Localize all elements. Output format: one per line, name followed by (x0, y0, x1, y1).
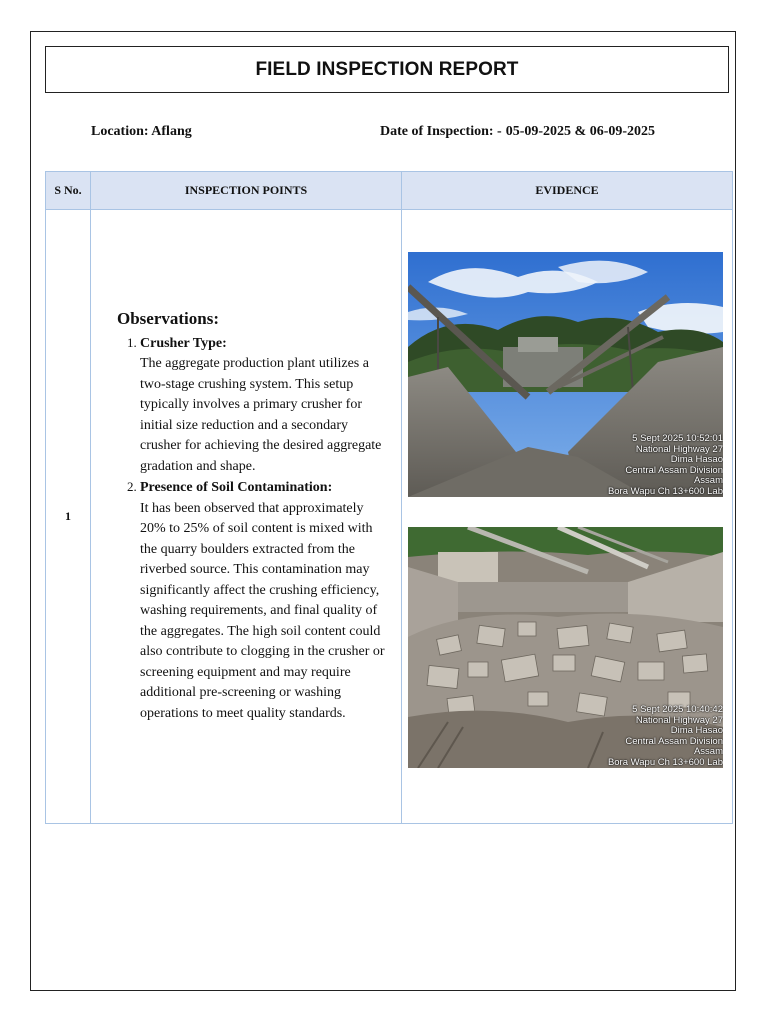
observations-heading: Observations: (117, 308, 219, 328)
inspection-points-cell (91, 210, 402, 824)
evidence-cell (402, 210, 733, 824)
location-label: Location: Aflang (91, 124, 192, 139)
stamp-line: Dima Hasao (670, 454, 723, 465)
stamp-line: 5 Sept 2025 10:52:01 (632, 433, 723, 444)
table-header-row (46, 172, 733, 210)
stamp-line: Central Assam Division (625, 735, 723, 747)
observation-title: 1. Crusher Type: (140, 335, 227, 351)
evidence-photo-crusher-plant (408, 252, 723, 497)
stamp-line: Bora Wapu Ch 13+600 Lab (607, 485, 723, 497)
stamp-line: National Highway 27 (635, 443, 723, 455)
header-sno: S No. (46, 172, 91, 210)
stamp-line: Central Assam Division (625, 464, 723, 476)
header-evidence: EVIDENCE (402, 172, 733, 210)
table-row (46, 210, 733, 824)
stamp-line: Assam (693, 475, 723, 486)
stamp-line: Bora Wapu Ch 13+600 Lab (607, 756, 723, 768)
date-value: 05-09-2025 & 06-09-2025 (505, 124, 656, 139)
evidence-photo-soil-contamination (408, 527, 723, 768)
report-title-text: FIELD INSPECTION REPORT (255, 58, 519, 80)
observation-item (140, 333, 387, 478)
observation-title: 2. Presence of Soil Contamination: (140, 480, 333, 496)
inspection-date (380, 124, 655, 140)
photo-timestamp-overlay (608, 705, 723, 768)
observations-list (117, 333, 387, 725)
observation-item (140, 477, 387, 724)
inspection-table (45, 171, 733, 824)
stamp-line: Dima Hasao (670, 725, 723, 736)
row-sno: 1 (46, 210, 91, 824)
observation-text: It has been observed that approximately 20% to 25% of soil content is mixed with the quarry boulders extracted from the riverbed source. This contamination may significantly affect the crushing efficiency, washing requirements, and final quality of the aggregates. The high soil content could also contribute to clogging in the crusher or screening equipment and may require additional pre-screening or washing operations to meet quality standards. (140, 500, 385, 721)
photo-timestamp-overlay (608, 434, 723, 497)
observation-text: The aggregate production plant utilizes a two-stage crushing system. This setup typically involves a primary crusher for initial size reduction and a secondary crusher for achieving the desired aggregate gradation and shape. (140, 356, 382, 474)
report-title (45, 46, 729, 93)
stamp-line: 5 Sept 2025 10:40:42 (632, 704, 723, 715)
date-label: Date of Inspection: - (380, 124, 502, 139)
header-inspection-points: INSPECTION POINTS (91, 172, 402, 210)
stamp-line: Assam (693, 746, 723, 757)
stamp-line: National Highway 27 (635, 714, 723, 726)
